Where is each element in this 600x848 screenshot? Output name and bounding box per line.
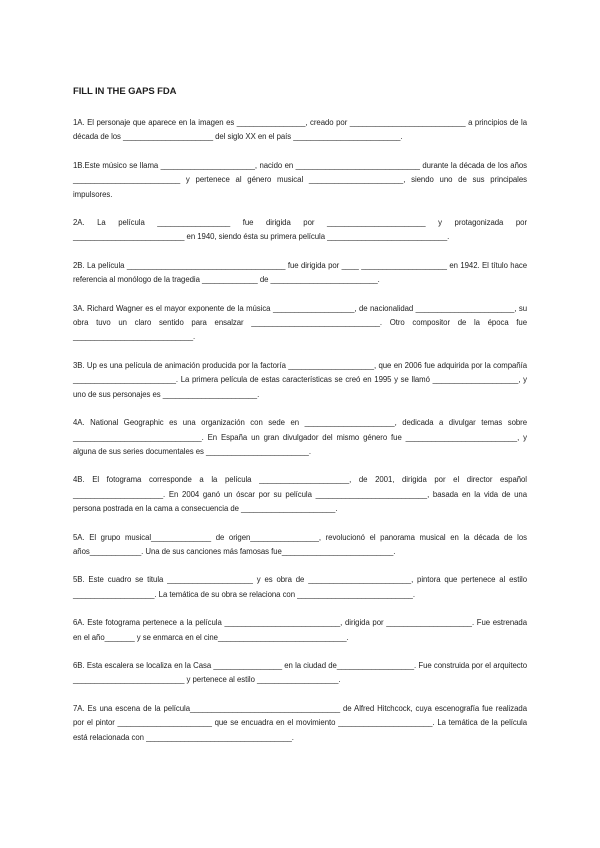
exercise-text: 6B. Esta escalera se localiza en la Casa ________________ en la ciudad de__________________. Fue construida por el arquitecto __________________________ y pertenece al estilo ___________________.	[73, 660, 527, 685]
exercise-text: 2A. La película _________________ fue dirigida por _______________________ y protagonizada por __________________________ en 1940, siendo ésta su primera película ____________________________.	[73, 218, 527, 242]
exercise-text: 5B. Este cuadro se titula ____________________ y es obra de ________________________, pintora que pertenece al estilo ___________________. La temática de su obra se relaciona con ___________________________.	[73, 575, 527, 599]
exercise-1b	[73, 159, 527, 202]
exercise-text: 5A. El grupo musical______________ de origen________________, revolucionó el panorama musical en la década de los años____________. Una de sus canciones más famosas fue__________________________.	[73, 532, 527, 556]
exercise-text: 1B.Este músico se llama ______________________, nacido en _____________________________ durante la década de los años _________________________ y pertenece al género musical ______________________, siendo uno de sus principales impulsores.	[73, 160, 527, 199]
exercise-text: 6A. Este fotograma pertenece a la película ___________________________, dirigida por ____________________. Fue estrenada en el año_______ y se enmarca en el cine______________________________.	[73, 618, 527, 642]
exercise-7a	[73, 702, 527, 745]
exercise-6b	[73, 659, 527, 688]
exercise-text: 7A. Es una escena de la película___________________________________ de Alfred Hitchcock, cuya escenografía fue realizada por el pintor ______________________ que se encuadra en el movimiento ______________________. La temática de la película está relacionada con __________________________________.	[73, 703, 527, 742]
exercise-4b	[73, 473, 527, 516]
exercise-3b	[73, 359, 527, 402]
exercise-2a	[73, 216, 527, 245]
exercise-3a	[73, 302, 527, 345]
exercise-1a	[73, 116, 527, 145]
exercise-text: 3B. Up es una película de animación producida por la factoría ____________________, que en 2006 fue adquirida por la compañía ________________________. La primera película de estas características se creó en 1995 y se llamó ____________________, y uno de sus personajes es ______________________.	[73, 360, 527, 399]
exercise-text: 4A. National Geographic es una organización con sede en _____________________, dedicada a divulgar temas sobre ______________________________. En España un gran divulgador del mismo género fue __________________________, y alguna de sus series documentales es ________________________.	[73, 418, 527, 456]
exercise-5a	[73, 531, 527, 560]
exercise-text: 4B. El fotograma corresponde a la película _____________________, de 2001, dirigida por el director español _____________________. En 2004 ganó un óscar por su película __________________________, basada en la vida de una persona postrada en la cama a consecuencia de ______________________.	[73, 475, 527, 514]
exercise-5b	[73, 573, 527, 602]
exercise-text: 2B. La película _____________________________________ fue dirigida por ____ ____________________ en 1942. El título hace referencia al monólogo de la tragedia _____________ de _________________________.	[73, 260, 527, 285]
exercise-text: 3A. Richard Wagner es el mayor exponente de la música ___________________, de nacionalidad _______________________, su obra tuvo un claro sentido para ensalzar ______________________________. Otro compositor de la época fue ____________________________.	[73, 303, 527, 342]
page-title: FILL IN THE GAPS FDA	[73, 86, 177, 97]
exercise-4a	[73, 416, 527, 459]
exercise-list	[73, 116, 527, 759]
exercise-text: 1A. El personaje que aparece en la imagen es ________________, creado por ___________________________ a principios de la década de los _____________________ del siglo XX en el país _________________________.	[73, 118, 527, 142]
exercise-6a	[73, 616, 527, 645]
exercise-2b	[73, 259, 527, 288]
